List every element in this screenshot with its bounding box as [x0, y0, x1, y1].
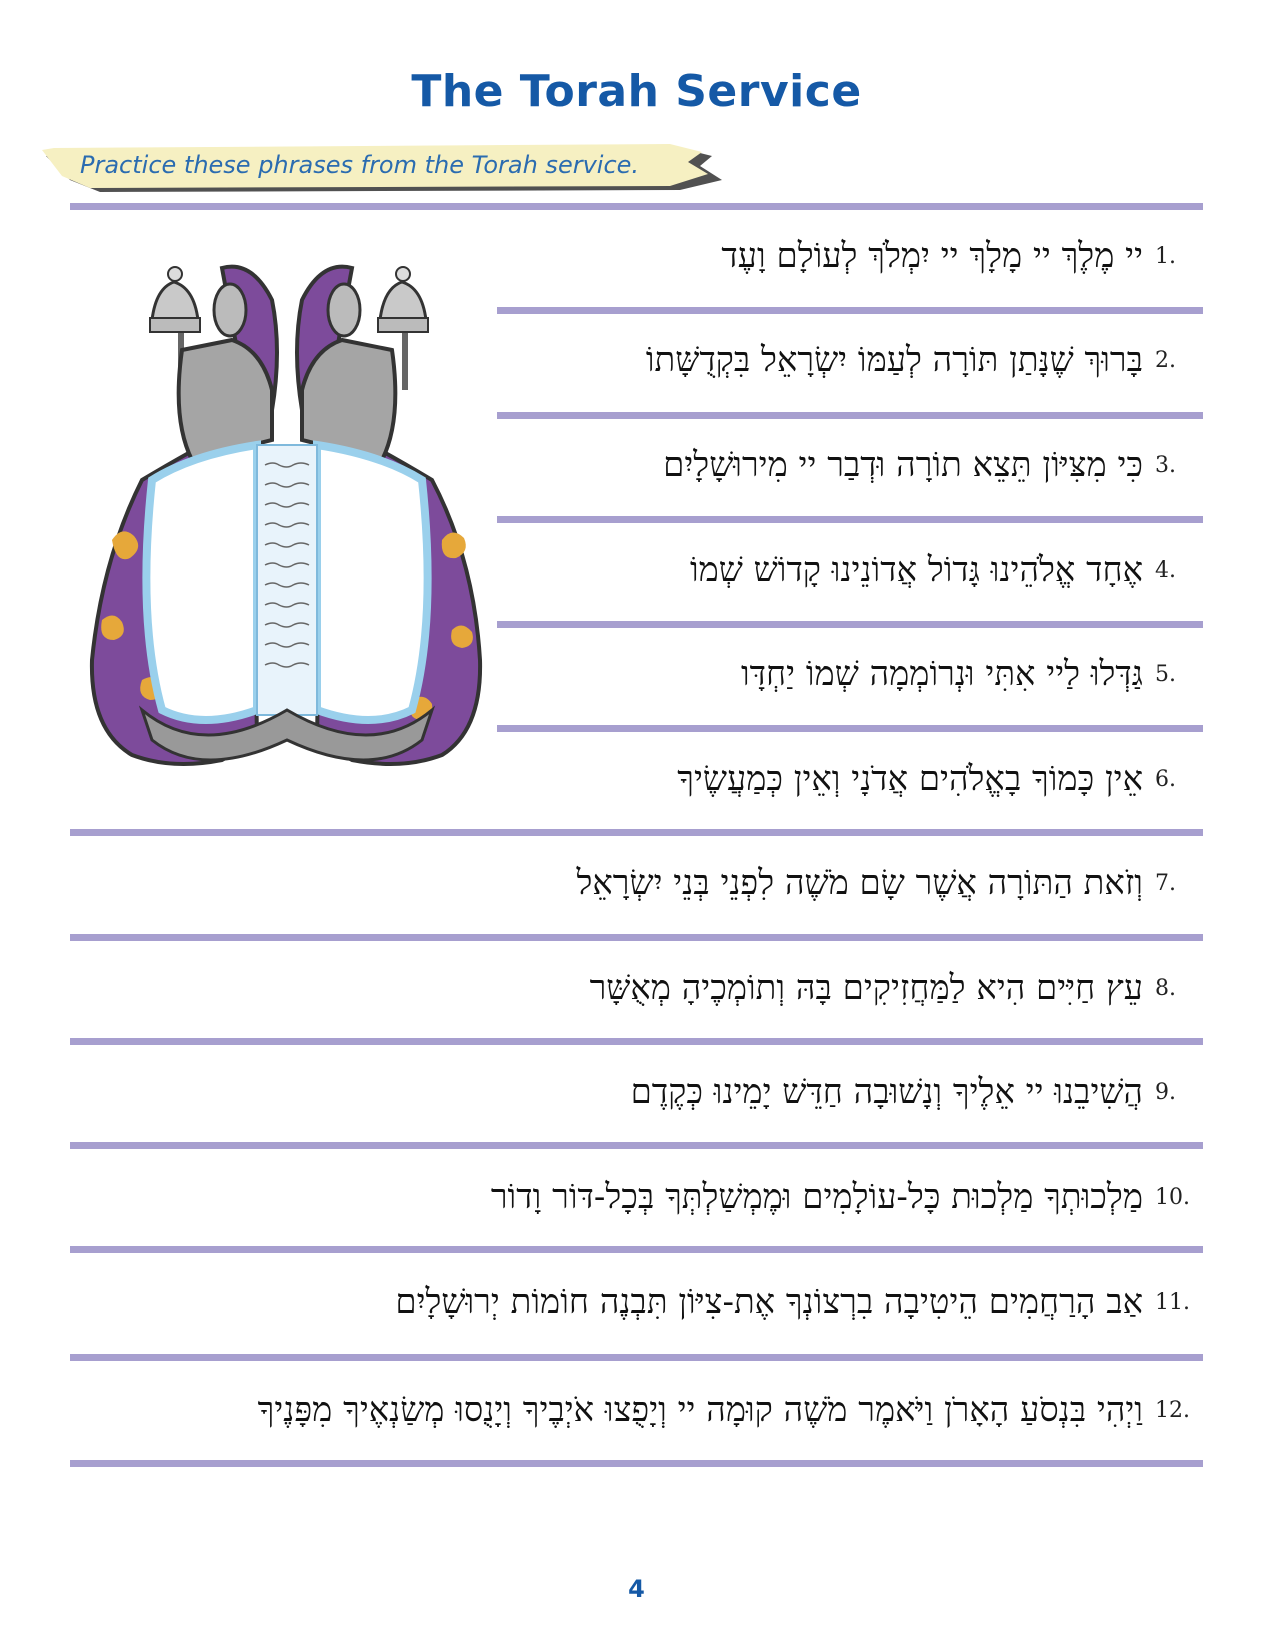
divider-line — [497, 621, 1203, 628]
page-number: 4 — [628, 1575, 645, 1603]
phrase-row — [690, 540, 1203, 600]
phrase-number: 2. — [1155, 347, 1176, 373]
phrase-text: יי מֶלֶךְ יי מָלָךְ יי יִמְלֹךְ לְעוֹלָם וָעֶד — [721, 236, 1143, 276]
phrase-text: עֵץ חַיִּים הִיא לַמַּחֲזִיקִים בָּהּ וְתוֹמְכֶיהָ מְאֻשָּׁר — [589, 968, 1143, 1008]
phrase-number: 1. — [1155, 243, 1176, 269]
divider-line — [497, 412, 1203, 419]
phrase-row — [646, 330, 1203, 390]
phrase-row — [663, 435, 1203, 495]
phrase-row — [576, 853, 1203, 913]
phrase-number: 10. — [1155, 1184, 1190, 1210]
phrase-text: אַב הָרַחֲמִים הֵיטִיבָה בִרְצוֹנְךָ אֶת-צִיּוֹן תִּבְנֶה חוֹמוֹת יְרוּשָׁלָיִם — [395, 1282, 1143, 1322]
divider-line — [70, 829, 1203, 836]
divider-line — [70, 1460, 1203, 1467]
divider-line — [497, 307, 1203, 314]
phrase-row — [741, 644, 1203, 704]
phrase-text: כִּי מִצִּיּוֹן תֵּצֵא תוֹרָה וּדְבַר יי מִירוּשָׁלָיִם — [663, 445, 1143, 485]
divider-line — [70, 1038, 1203, 1045]
divider-line — [497, 725, 1203, 732]
phrase-text: בָּרוּךְ שֶׁנָּתַן תּוֹרָה לְעַמּוֹ יִשְׂרָאֵל בִּקְדֻשָּׁתוֹ — [645, 340, 1143, 380]
divider-line — [70, 1246, 1203, 1253]
phrase-number: 3. — [1155, 452, 1176, 478]
phrase-row — [631, 1062, 1203, 1122]
instruction-text: Practice these phrases from the Torah service. — [80, 151, 640, 179]
phrase-text: אֵין כָּמוֹךָ בָאֱלֹהִים אֲדֹנָי וְאֵין כְּמַעֲשֶׂיךָ — [677, 759, 1143, 799]
phrase-number: 6. — [1155, 766, 1176, 792]
torah-scroll-illustration — [82, 240, 492, 800]
phrase-number: 11. — [1155, 1289, 1190, 1315]
phrase-text: גַּדְּלוּ לַיי אִתִּי וּנְרוֹמְמָה שְׁמוֹ יַחְדָּו — [740, 654, 1143, 694]
phrase-row — [721, 226, 1203, 286]
phrase-text: וַיְהִי בִּנְסֹעַ הָאָרֹן וַיֹּאמֶר מֹשֶׁה קוּמָה יי וְיָפֻצוּ אֹיְבֶיךָ וְיָנֻסוּ מְשַׂנְאֶיךָ מִפָּנֶיךָ — [257, 1390, 1143, 1430]
phrase-text: מַלְכוּתְךָ מַלְכוּת כָּל-עוֹלָמִים וּמֶמְשַׁלְתְּךָ בְּכָל-דּוֹר וָדוֹר — [490, 1177, 1143, 1217]
phrase-row — [491, 1167, 1203, 1227]
divider-line — [70, 1142, 1203, 1149]
phrase-text: וְזֹאת הַתּוֹרָה אֲשֶׁר שָׂם מֹשֶׁה לִפְנֵי בְּנֵי יִשְׂרָאֵל — [576, 863, 1143, 903]
phrase-row — [258, 1380, 1203, 1440]
divider-line — [497, 516, 1203, 523]
phrase-number: 8. — [1155, 975, 1176, 1001]
phrase-text: אֶחָד אֱלֹהֵינוּ גָּדוֹל אֲדוֹנֵינוּ קָדוֹשׁ שְׁמוֹ — [689, 550, 1143, 590]
phrase-row — [590, 958, 1203, 1018]
phrase-number: 4. — [1155, 557, 1176, 583]
phrase-number: 12. — [1155, 1397, 1190, 1423]
divider-line — [70, 934, 1203, 941]
phrase-number: 9. — [1155, 1079, 1176, 1105]
phrase-row — [677, 749, 1203, 809]
page-title: The Torah Service — [411, 66, 862, 117]
phrase-number: 5. — [1155, 661, 1176, 687]
instruction-banner — [40, 140, 730, 196]
divider-line — [70, 1354, 1203, 1361]
phrase-number: 7. — [1155, 870, 1176, 896]
divider-line — [70, 203, 1203, 210]
phrase-row — [395, 1272, 1203, 1332]
phrase-text: הֲשִׁיבֵנוּ יי אֵלֶיךָ וְנָשׁוּבָה חַדֵּשׁ יָמֵינוּ כְּקֶדֶם — [630, 1072, 1143, 1112]
